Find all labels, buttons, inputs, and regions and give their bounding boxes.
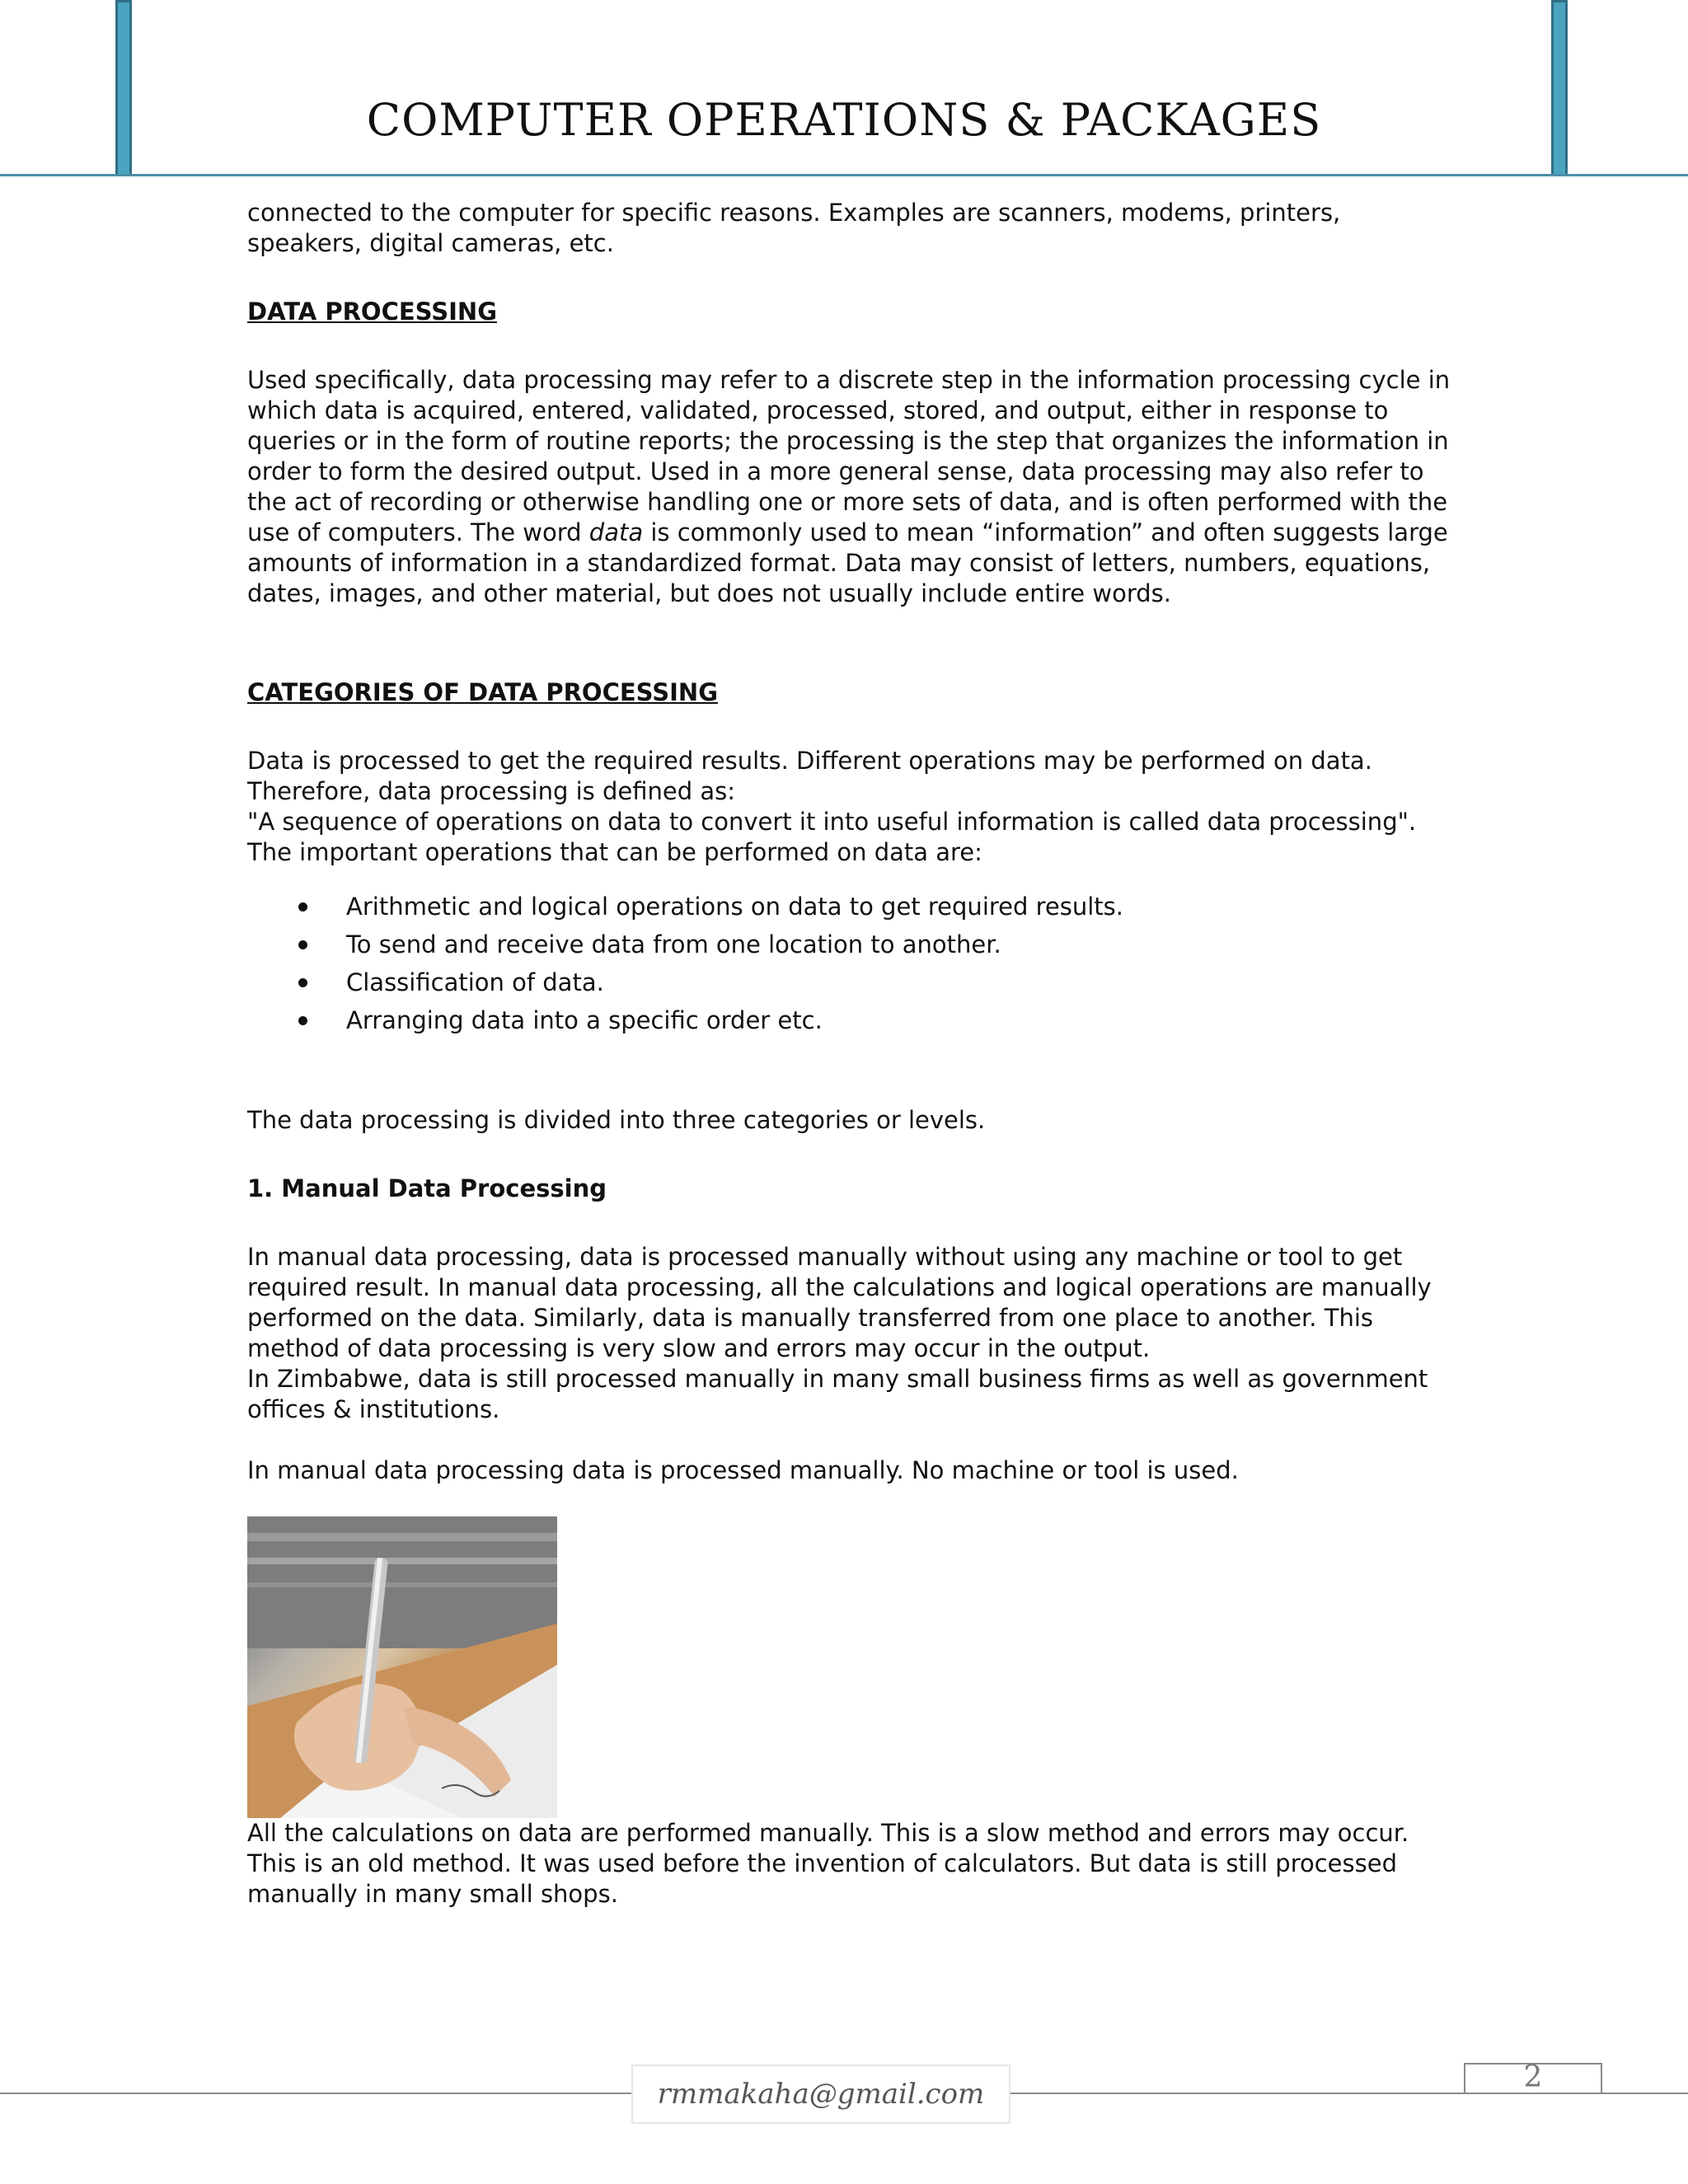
manual-line-2: required result. In manual data processing, all the calculations and logical operations are manually <box>247 1273 1432 1301</box>
manual-line-3: performed on the data. Similarly, data is manually transferred from one place to another. This <box>247 1304 1373 1332</box>
page-number: 2 <box>1523 2060 1543 2094</box>
data-processing-text-a: Used specifically, data processing may refer to a discrete step in the information processing cycle in which data is acquired, entered, validated, processed, stored, and output, either in response to queries or in the form of routine reports; the processing is the step that organizes the information in order to form the desired output. Used in a more general sense, data processing may also refer to the act of recording or otherwise handling one or more sets of data, and is often performed with the use of computers. The word <box>247 366 1451 546</box>
manual-line-6: offices & institutions. <box>247 1395 500 1423</box>
list-item: Classification of data. <box>247 963 1451 1001</box>
data-processing-paragraph <box>247 365 1451 609</box>
hand-writing-photo <box>247 1516 557 1818</box>
data-processing-text-b: is commonly used to mean “information” and often suggests large amounts of information in a standardized format. Data may consist of letters, numbers, equations, dates, images, and other material, but does not usually include entire words. <box>247 518 1448 607</box>
manual-processing-heading: 1. Manual Data Processing <box>247 1174 607 1202</box>
document-body <box>247 198 1451 1910</box>
list-item: Arranging data into a specific order etc. <box>247 1001 1451 1039</box>
hand-writing-illustration <box>247 1516 557 1818</box>
closing-line-3: manually in many small shops. <box>247 1880 618 1908</box>
closing-line-1: All the calculations on data are performed manually. This is a slow method and errors may occur. <box>247 1819 1409 1847</box>
categories-line-1: Data is processed to get the required results. Different operations may be performed on data. <box>247 747 1372 775</box>
intro-paragraph: connected to the computer for specific reasons. Examples are scanners, modems, printers, speakers, digital cameras, etc. <box>247 199 1341 257</box>
operations-list <box>247 888 1451 1039</box>
footer-email: rmmakaha@gmail.com <box>631 2064 1010 2124</box>
data-processing-heading: DATA PROCESSING <box>247 298 497 326</box>
manual-line-5: In Zimbabwe, data is still processed manually in many small business firms as well as government <box>247 1365 1428 1393</box>
list-item: To send and receive data from one location to another. <box>247 926 1451 963</box>
categories-heading: CATEGORIES OF DATA PROCESSING <box>247 678 718 706</box>
header-left-bar <box>115 0 132 176</box>
categories-intro <box>247 746 1451 868</box>
levels-intro: The data processing is divided into three categories or levels. <box>247 1106 986 1134</box>
categories-line-2: Therefore, data processing is defined as: <box>247 777 736 805</box>
manual-line-4: method of data processing is very slow and errors may occur in the output. <box>247 1334 1151 1362</box>
manual-closing-paragraph <box>247 1818 1451 1910</box>
data-italic-word: data <box>588 518 644 546</box>
manual-processing-paragraph <box>247 1242 1451 1425</box>
manual-line-1: In manual data processing, data is processed manually without using any machine or tool to get <box>247 1243 1403 1271</box>
header-rule <box>0 174 1688 176</box>
categories-line-4: The important operations that can be performed on data are: <box>247 838 982 866</box>
page-header-title: COMPUTER OPERATIONS & PACKAGES <box>366 94 1322 146</box>
manual-summary: In manual data processing data is processed manually. No machine or tool is used. <box>247 1456 1239 1484</box>
closing-line-2: This is an old method. It was used before the invention of calculators. But data is still processed <box>247 1849 1397 1877</box>
header-right-bar <box>1551 0 1568 176</box>
list-item: Arithmetic and logical operations on data to get required results. <box>247 888 1451 926</box>
categories-line-3: "A sequence of operations on data to convert it into useful information is called data processing". <box>247 808 1417 836</box>
